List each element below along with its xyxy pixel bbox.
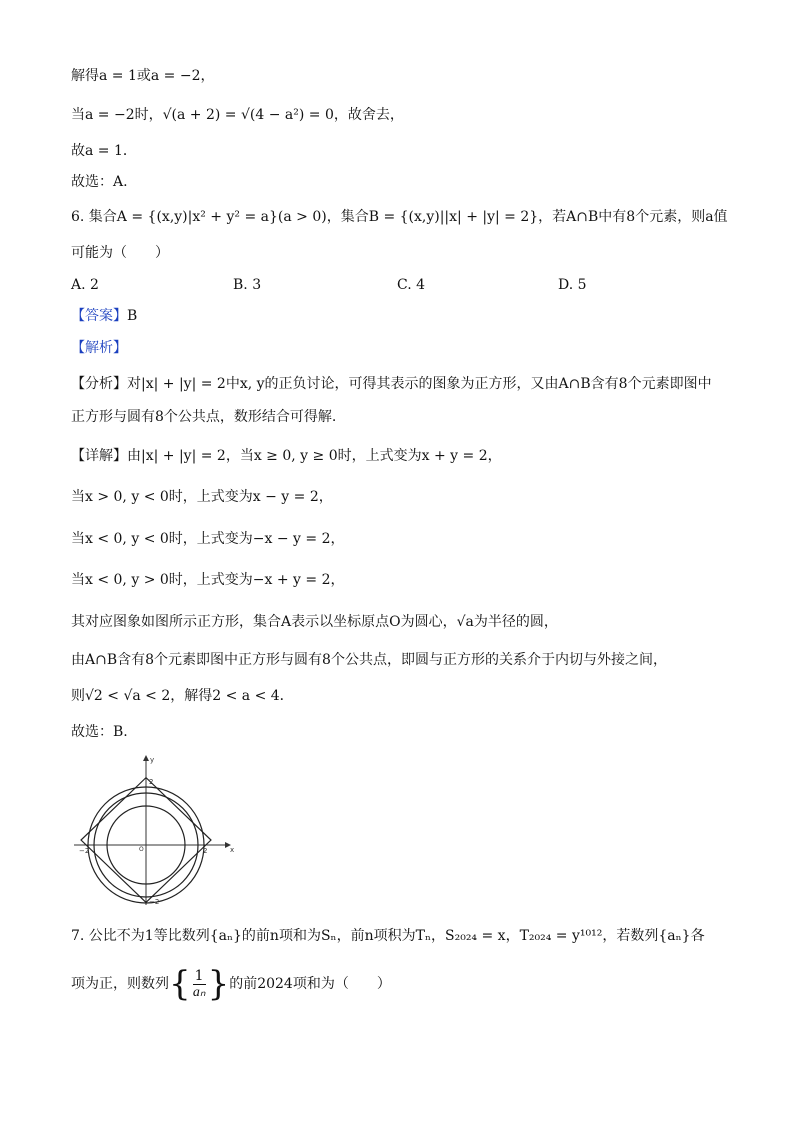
xiangjie-tag: 【详解】 [71,448,127,464]
prev-solution-line-1: 解得a = 1或a = −2， [71,68,215,84]
fenxi-tag: 【分析】 [71,376,127,392]
q6-fenxi-line-2: 正方形与圆有8个公共点，数形结合可得解. [71,409,337,425]
prev-solution-choice: 故选：A. [71,174,128,190]
q6-answer-line [71,306,137,326]
q6-option-b: B. 3 [233,277,262,293]
prev-solution-line-2: 当a = −2时，√(a + 2) = √(4 − a²) = 0，故舍去， [71,107,404,123]
reciprocal-fraction [193,968,206,1001]
origin-label: O [139,846,144,853]
q6-result-line: 则√2 < √a < 2，解得2 < a < 4． [71,688,294,704]
x-axis-label: x [230,846,235,854]
q7-line2-post: 的前2024项和为（ ） [229,976,391,992]
q7-line2-pre: 项为正，则数列 [71,976,169,992]
answer-tag: 【答案】 [71,308,127,324]
q6-stem-line-1: 6. 集合A = {(x,y)|x² + y² = a}(a > 0)，集合B = {(x,y)||x| + |y| = 2}，若A∩B中有8个元素，则a值 [71,209,728,225]
fenxi-text-1: 对|x| + |y| = 2中x, y的正负讨论，可得其表示的图象为正方形，又由A∩B含有8个元素即图中 [127,376,712,392]
tick-left: −2 [79,847,90,855]
tick-bottom: −2 [149,898,160,906]
q6-graph-description: 其对应图象如图所示正方形，集合A表示以坐标原点O为圆心，√a为半径的圆， [71,614,558,630]
q6-choose-line: 故选：B. [71,724,128,740]
tick-right: 2 [203,847,208,855]
q6-fenxi-line-1 [71,374,712,394]
q6-analysis-line [71,338,127,358]
q6-case-2: 当x > 0, y < 0时，上式变为x − y = 2， [71,489,333,505]
q6-figure [70,750,240,910]
q6-case-4: 当x < 0, y > 0时，上式变为−x + y = 2， [71,572,345,588]
y-axis-label: y [150,756,155,764]
q6-xiangjie-line-1 [71,446,502,466]
q7-stem-line-2: 项为正，则数列{ $\frac{1}{\text{aₙ}}$ }的前2024项和为（ ） [71,964,391,1004]
q6-option-c: C. 4 [397,277,426,293]
q7-stem-line-1: 7. 公比不为1等比数列{aₙ}的前n项和为Sₙ，前n项积为Tₙ，S₂₀₂₄ = x，T₂₀₂₄ = y¹⁰¹²，若数列{aₙ}各 [71,928,705,944]
q6-relation-line: 由A∩B含有8个元素即图中正方形与圆有8个公共点，即圆与正方形的关系介于内切与外接之间， [71,652,667,668]
answer-value: B [127,308,138,324]
fraction-numerator: 1 [194,967,204,984]
tick-top: 2 [149,778,154,786]
q6-option-d: D. 5 [558,277,587,293]
prev-solution-line-3: 故a = 1． [71,143,137,159]
analysis-tag: 【解析】 [71,340,127,356]
q6-case-3: 当x < 0, y < 0时，上式变为−x − y = 2， [71,531,345,547]
fraction-denominator: aₙ [192,984,206,1000]
xiangjie-text-1: 由|x| + |y| = 2，当x ≥ 0, y ≥ 0时，上式变为x + y = 2， [127,448,502,464]
q6-option-a: A. 2 [71,277,99,293]
q6-stem-line-2: 可能为（ ） [71,245,169,261]
